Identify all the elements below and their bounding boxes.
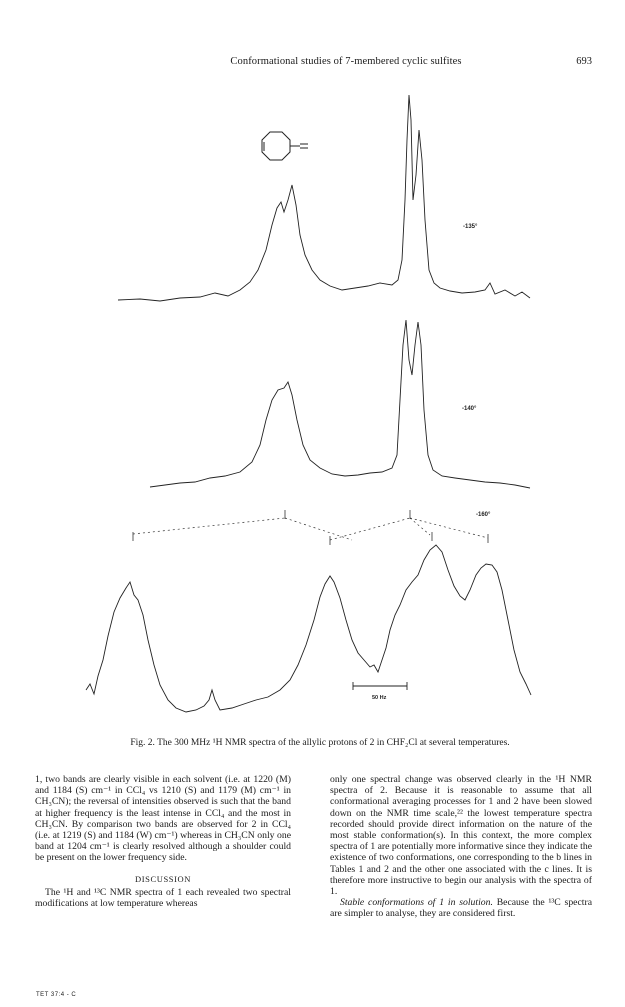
left-paragraph-2: The ¹H and ¹³C NMR spectra of 1 each revealed two spectral modifications at low temperature whereas [35,886,291,910]
right-paragraph-1: only one spectral change was observed clearly in the ¹H NMR spectra of 2. Because it is reasonable to assume that all conformational averaging processes for 1 and 2 have been slowed down on the NMR time scale,²² the lowest temperature spectra recorded should provide direct information on the nature of the most stable conformation(s). In this context, the more complex spectra of 1 are potentially more informative since they indicate the existence of two conformations, one corresponding to the b lines in Tables 1 and 2 and the other one associated with the c lines. It is therefore more instructive to begin our analysis with the spectra of 1. [330,774,592,898]
correlation-lines [133,518,488,540]
discussion-heading: DISCUSSION [134,873,192,884]
right-paragraph-2 [330,897,592,919]
left-column [35,774,291,909]
right-paragraph-2-text: Because the ¹³C spectra are simpler to analyse, they are considered first. [330,897,592,920]
subsection-heading: Stable conformations of 1 in solution. [340,897,493,909]
molecule-structure [262,132,308,160]
right-column [330,774,592,920]
page-number: 693 [576,56,592,67]
left-paragraph-1: 1, two bands are clearly visible in each solvent (i.e. at 1220 (M) and 1184 (S) cm⁻¹ in CCl₄ vs 1210 (S) and 1179 (M) cm⁻¹ in CH₃CN); the reversal of intensities observed is such that the band at higher frequency is the least intense in CCl₄ and the most in CH₃CN. By comparison two bands are observed for 2 in CCl₄ (i.e. at 1219 (S) and 1184 (W) cm⁻¹) whereas in CH₃CN only one band at 1204 cm⁻¹ is clearly resolved although a shoulder could be present on the lower frequency side. [35,774,291,864]
scale-bar-label: 50 Hz [372,695,387,701]
figure-caption: Fig. 2. The 300 MHz ¹H NMR spectra of the allylic protons of 2 in CHF₂Cl at several temperatures. [130,738,510,748]
correlation-ticks [133,510,488,545]
temperature-label-140: -140° [462,406,477,412]
temperature-label-160: -160° [476,512,491,518]
running-title: Conformational studies of 7-membered cyclic sulfites [230,56,462,67]
spectrum-trace-140 [150,320,530,488]
footer-code: TET 37:4 - C [36,992,77,998]
spectrum-trace-135 [118,95,530,301]
temperature-label-135: -135° [463,224,478,230]
spectrum-trace-160 [86,545,531,712]
scale-bar [353,682,407,690]
